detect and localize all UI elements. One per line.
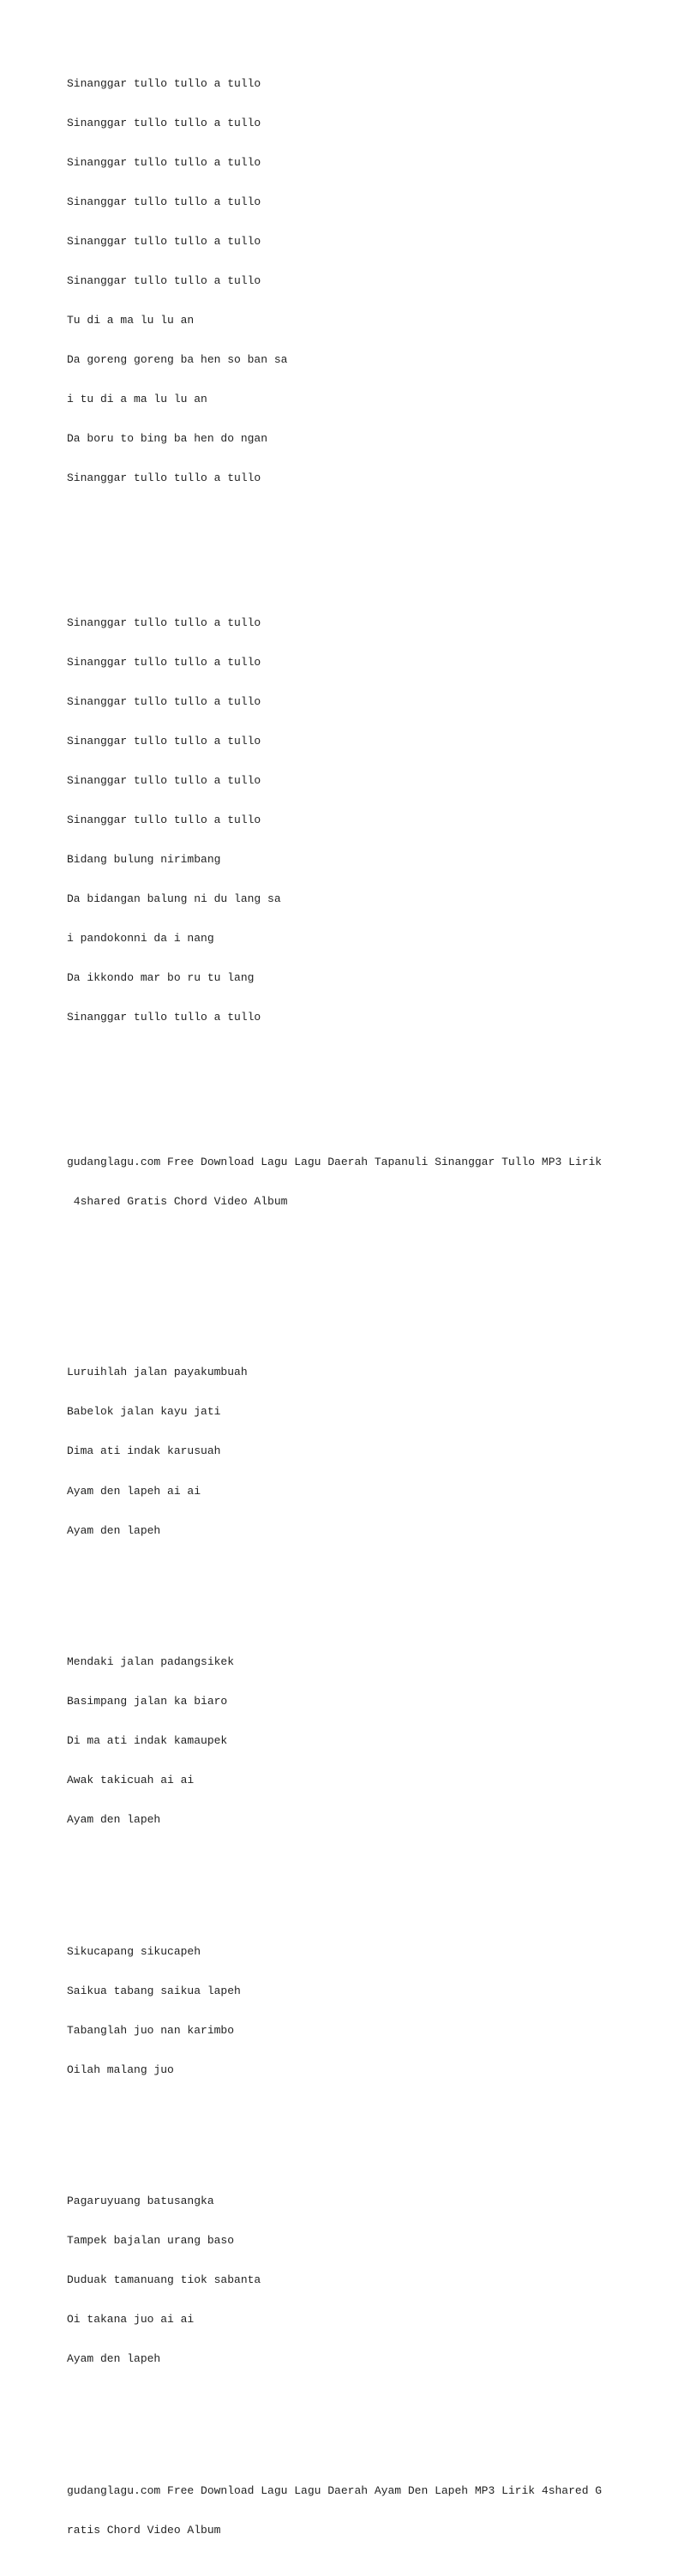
lyric-line: Babelok jalan kayu jati: [67, 1405, 221, 1419]
lyric-line: Sikucapang sikucapeh: [67, 1944, 201, 1958]
blank-line: [67, 1589, 667, 1602]
song2-verse1: [67, 1340, 667, 1564]
blank-line: [67, 537, 667, 550]
lyric-line: Luruihlah jalan payakumbuah: [67, 1366, 248, 1379]
lyric-line: Sinanggar tullo tullo a tullo: [67, 471, 261, 485]
lyric-line: Sinanggar tullo tullo a tullo: [67, 76, 261, 90]
blank-line: [67, 1879, 667, 1892]
blank-line: [67, 1077, 667, 1090]
lyric-line: Ayam den lapeh: [67, 1523, 161, 1537]
lyric-line: Sinanggar tullo tullo a tullo: [67, 273, 261, 287]
footer-line: gudanglagu.com Free Download Lagu Lagu Daerah Tapanuli Sinanggar Tullo MP3 Lirik: [67, 1155, 603, 1168]
song1-footer: [67, 1129, 667, 1234]
lyric-line: Basimpang jalan ka biaro: [67, 1695, 228, 1708]
lyric-line: Sinanggar tullo tullo a tullo: [67, 655, 261, 669]
lyric-line: Dima ati indak karusuah: [67, 1444, 221, 1458]
blank-line: [67, 2418, 667, 2431]
lyric-line: Sinanggar tullo tullo a tullo: [67, 773, 261, 787]
blank-line: [67, 2129, 667, 2141]
lyric-line: Da ikkondo mar bo ru tu lang: [67, 971, 255, 985]
lyric-line: Sinanggar tullo tullo a tullo: [67, 116, 261, 129]
lyric-line: i pandokonni da i nang: [67, 932, 214, 946]
lyrics-document: [67, 11, 667, 2576]
lyric-line: Ayam den lapeh ai ai: [67, 1484, 201, 1498]
lyric-line: Sinanggar tullo tullo a tullo: [67, 155, 261, 169]
song2-footer: [67, 2458, 667, 2563]
lyric-line: Ayam den lapeh: [67, 1813, 161, 1827]
lyric-line: Sinanggar tullo tullo a tullo: [67, 1011, 261, 1024]
lyric-line: Sinanggar tullo tullo a tullo: [67, 734, 261, 748]
lyric-line: Duduak tamanuang tiok sabanta: [67, 2273, 261, 2287]
lyric-line: Tabanglah juo nan karimbo: [67, 2023, 235, 2037]
song1-verse1: [67, 51, 667, 511]
lyric-line: Sinanggar tullo tullo a tullo: [67, 195, 261, 208]
lyric-line: Oi takana juo ai ai: [67, 2313, 195, 2327]
lyric-line: Tampek bajalan urang baso: [67, 2234, 235, 2248]
lyric-line: Ayam den lapeh: [67, 2352, 161, 2366]
lyric-line: Di ma ati indak kamaupek: [67, 1734, 228, 1748]
lyric-line: Sinanggar tullo tullo a tullo: [67, 234, 261, 248]
lyric-line: Saikua tabang saikua lapeh: [67, 1984, 241, 1997]
lyric-line: Awak takicuah ai ai: [67, 1774, 195, 1787]
blank-lines: [67, 1261, 667, 1288]
lyric-line: Da bidangan balung ni du lang sa: [67, 892, 281, 906]
lyric-line: Sinanggar tullo tullo a tullo: [67, 615, 261, 629]
song1-verse2: [67, 590, 667, 1050]
lyric-line: Pagaruyuang batusangka: [67, 2195, 214, 2208]
song2-verse4: [67, 2168, 667, 2392]
song2-verse2: [67, 1629, 667, 1852]
lyric-line: Da goreng goreng ba hen so ban sa: [67, 352, 288, 366]
lyric-line: Da boru to bing ba hen do ngan: [67, 432, 268, 445]
song2-verse3: [67, 1918, 667, 2103]
lyric-line: Tu di a ma lu lu an: [67, 313, 195, 327]
lyric-line: Oilah malang juo: [67, 2063, 174, 2076]
lyric-line: Bidang bulung nirimbang: [67, 853, 221, 866]
lyric-line: Sinanggar tullo tullo a tullo: [67, 694, 261, 708]
lyric-line: Sinanggar tullo tullo a tullo: [67, 813, 261, 826]
footer-line: ratis Chord Video Album: [67, 2523, 221, 2537]
footer-line: 4shared Gratis Chord Video Album: [67, 1194, 288, 1208]
lyric-line: Mendaki jalan padangsikek: [67, 1654, 235, 1668]
footer-line: gudanglagu.com Free Download Lagu Lagu Daerah Ayam Den Lapeh MP3 Lirik 4shared G: [67, 2483, 603, 2497]
lyric-line: i tu di a ma lu lu an: [67, 392, 207, 405]
